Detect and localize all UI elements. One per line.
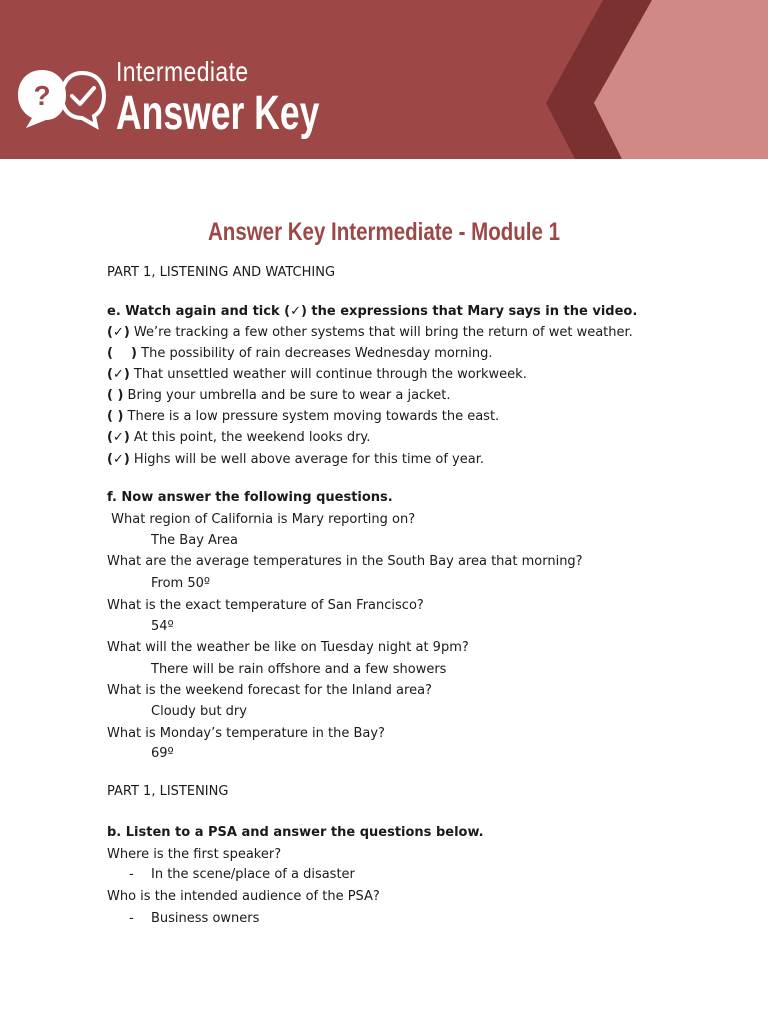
checklist-text: There is a low pressure system moving towards the east. — [123, 409, 500, 424]
question: What will the weather be like on Tuesday night at 9pm? — [107, 640, 469, 655]
question: What region of California is Mary reporting on? — [107, 512, 416, 527]
checklist-item — [107, 408, 499, 426]
checklist-item — [107, 324, 633, 342]
question: Who is the intended audience of the PSA? — [107, 889, 380, 904]
document-title: Answer Key Intermediate - Module 1 — [207, 218, 561, 246]
header-subtitle: Intermediate — [116, 56, 249, 87]
checklist-text: We’re tracking a few other systems that will bring the return of wet weather. — [129, 325, 633, 340]
answer: From 50º — [151, 576, 211, 591]
checklist-text: The possibility of rain decreases Wednesday morning. — [137, 346, 493, 361]
checklist-text: Bring your umbrella and be sure to wear a jacket. — [123, 388, 451, 403]
answer: There will be rain offshore and a few showers — [151, 662, 447, 677]
section-e-heading: e. Watch again and tick (✓) the expressions that Mary says in the video. — [107, 304, 638, 319]
checklist-item — [107, 387, 451, 405]
question: What are the average temperatures in the South Bay area that morning? — [107, 554, 583, 569]
checklist-item — [107, 345, 492, 363]
answer: 54º — [151, 619, 174, 634]
checklist-text: Highs will be well above average for this time of year. — [129, 452, 484, 467]
answer: Cloudy but dry — [151, 704, 247, 719]
question: What is the weekend forecast for the Inland area? — [107, 683, 432, 698]
answer: 69º — [151, 746, 174, 761]
answer: In the scene/place of a disaster — [151, 867, 355, 882]
answer-dash: - — [129, 867, 134, 882]
checklist-item — [107, 429, 370, 447]
part1-heading: PART 1, LISTENING AND WATCHING — [107, 265, 336, 280]
question: What is the exact temperature of San Francisco? — [107, 598, 424, 613]
svg-text:?: ? — [33, 80, 51, 111]
checklist-item — [107, 451, 484, 469]
checklist-item — [107, 366, 527, 384]
question: What is Monday’s temperature in the Bay? — [107, 726, 385, 741]
answer-dash: - — [129, 911, 134, 926]
answer: The Bay Area — [151, 533, 238, 548]
tick-mark: (✓) — [107, 367, 130, 382]
checklist-text: At this point, the weekend looks dry. — [129, 430, 371, 445]
header-title: Answer Key — [116, 87, 320, 140]
tick-mark: (✓) — [107, 430, 130, 445]
tick-mark: ( ) — [107, 409, 124, 424]
qa-chat-bubbles-icon — [16, 68, 108, 132]
part1b-heading: PART 1, LISTENING — [107, 784, 229, 799]
checklist-text: That unsettled weather will continue through the workweek. — [129, 367, 527, 382]
tick-mark: ( ) — [107, 388, 124, 403]
section-b-heading: b. Listen to a PSA and answer the questions below. — [107, 825, 484, 840]
tick-mark: (✓) — [107, 452, 130, 467]
header-banner — [0, 0, 768, 159]
answer: Business owners — [151, 911, 260, 926]
tick-mark: ( ) — [107, 346, 137, 361]
tick-mark: (✓) — [107, 325, 130, 340]
question: Where is the first speaker? — [107, 847, 282, 862]
section-f-heading: f. Now answer the following questions. — [107, 490, 393, 505]
